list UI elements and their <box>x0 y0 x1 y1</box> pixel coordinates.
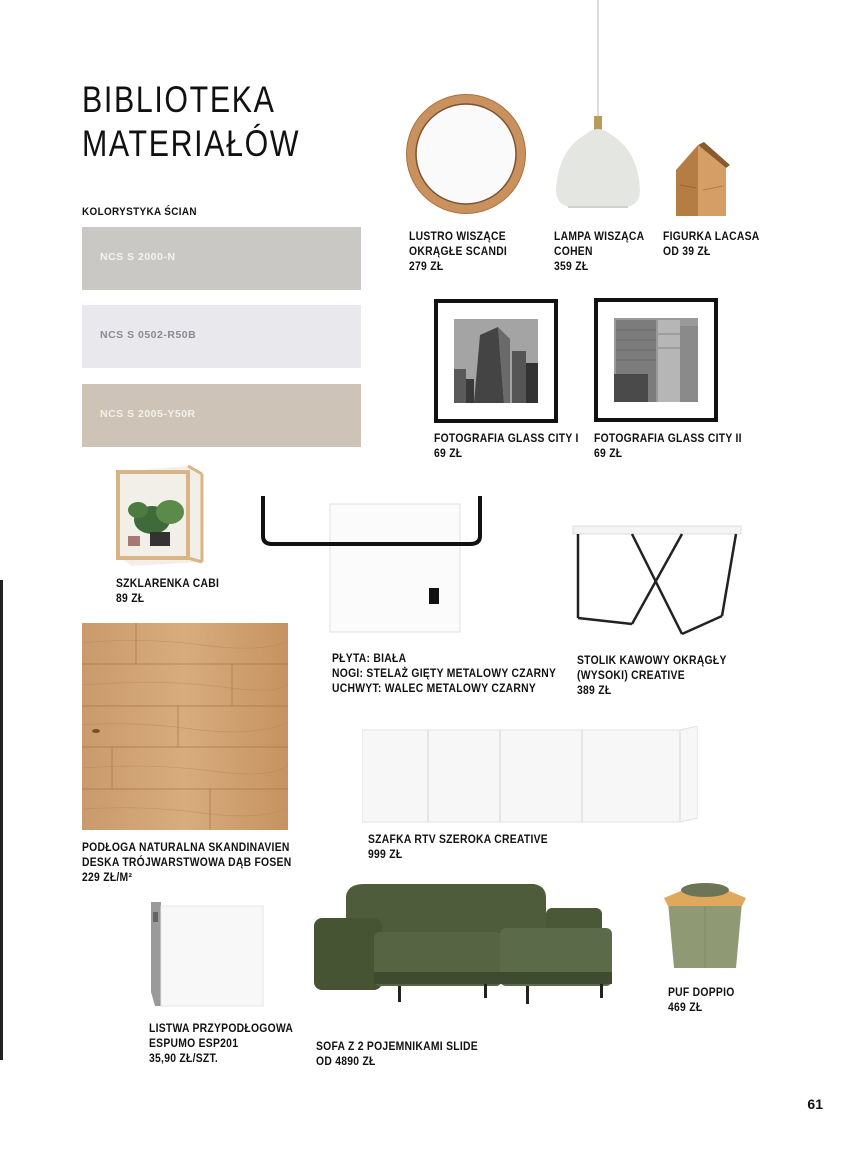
tv-cabinet-image <box>362 726 698 824</box>
sofa-image <box>314 882 620 1008</box>
pendant-lamp-image <box>548 0 648 215</box>
skirting-board-image <box>147 902 267 1012</box>
coffee-table-image <box>570 520 746 642</box>
floor-caption: PODŁOGA NATURALNA SKANDINAVIEN DESKA TRÓJWARSTWOWA DĄB FOSEN 229 ZŁ/M² <box>82 842 292 884</box>
tv-cabinet-caption: SZAFKA RTV SZEROKA CREATIVE 999 ZŁ <box>368 834 548 861</box>
wall-colors-heading: KOLORYSTYKA ŚCIAN <box>82 206 197 218</box>
shelf-caption: PŁYTA: BIAŁA NOGI: STELAŻ GIĘTY METALOWY CZARNY UCHWYT: WALEC METALOWY CZARNY <box>332 653 557 695</box>
photo-glass-city-1 <box>434 299 558 423</box>
pouf-image <box>660 880 750 972</box>
color-swatch <box>82 227 361 290</box>
greenhouse-image <box>114 462 204 568</box>
skirting-caption: LISTWA PRZYPODŁOGOWA ESPUMO ESP201 35,90 ZŁ/SZT. <box>149 1023 294 1065</box>
page-number: 61 <box>807 1096 823 1112</box>
color-swatch <box>82 305 361 368</box>
edge-rule <box>0 580 3 1060</box>
pouf-caption: PUF DOPPIO 469 ZŁ <box>668 987 735 1014</box>
lamp-caption: LAMPA WISZĄCA COHEN 359 ZŁ <box>554 231 645 273</box>
house-figure-image <box>668 140 734 218</box>
swatch-code: NCS S 2000-N <box>100 251 176 263</box>
greenhouse-caption: SZKLARENKA CABI 89 ZŁ <box>116 578 220 605</box>
mirror-image <box>405 90 527 218</box>
photo2-caption: FOTOGRAFIA GLASS CITY II 69 ZŁ <box>594 433 742 460</box>
shelf-image <box>258 492 490 638</box>
page-title: BIBLIOTEKA MATERIAŁÓW <box>82 79 301 164</box>
oak-floor-sample <box>82 623 288 830</box>
swatch-code: NCS S 2005-Y50R <box>100 408 196 420</box>
figure-caption: FIGURKA LACASA OD 39 ZŁ <box>663 231 760 258</box>
sofa-caption: SOFA Z 2 POJEMNIKAMI SLIDE OD 4890 ZŁ <box>316 1041 478 1068</box>
swatch-code: NCS S 0502-R50B <box>100 329 197 341</box>
photo1-caption: FOTOGRAFIA GLASS CITY I 69 ZŁ <box>434 433 579 460</box>
table-caption: STOLIK KAWOWY OKRĄGŁY (WYSOKI) CREATIVE 389 ZŁ <box>577 655 727 697</box>
color-swatch <box>82 384 361 447</box>
photo-glass-city-2 <box>594 298 718 422</box>
mirror-caption: LUSTRO WISZĄCE OKRĄGŁE SCANDI 279 ZŁ <box>409 231 508 273</box>
